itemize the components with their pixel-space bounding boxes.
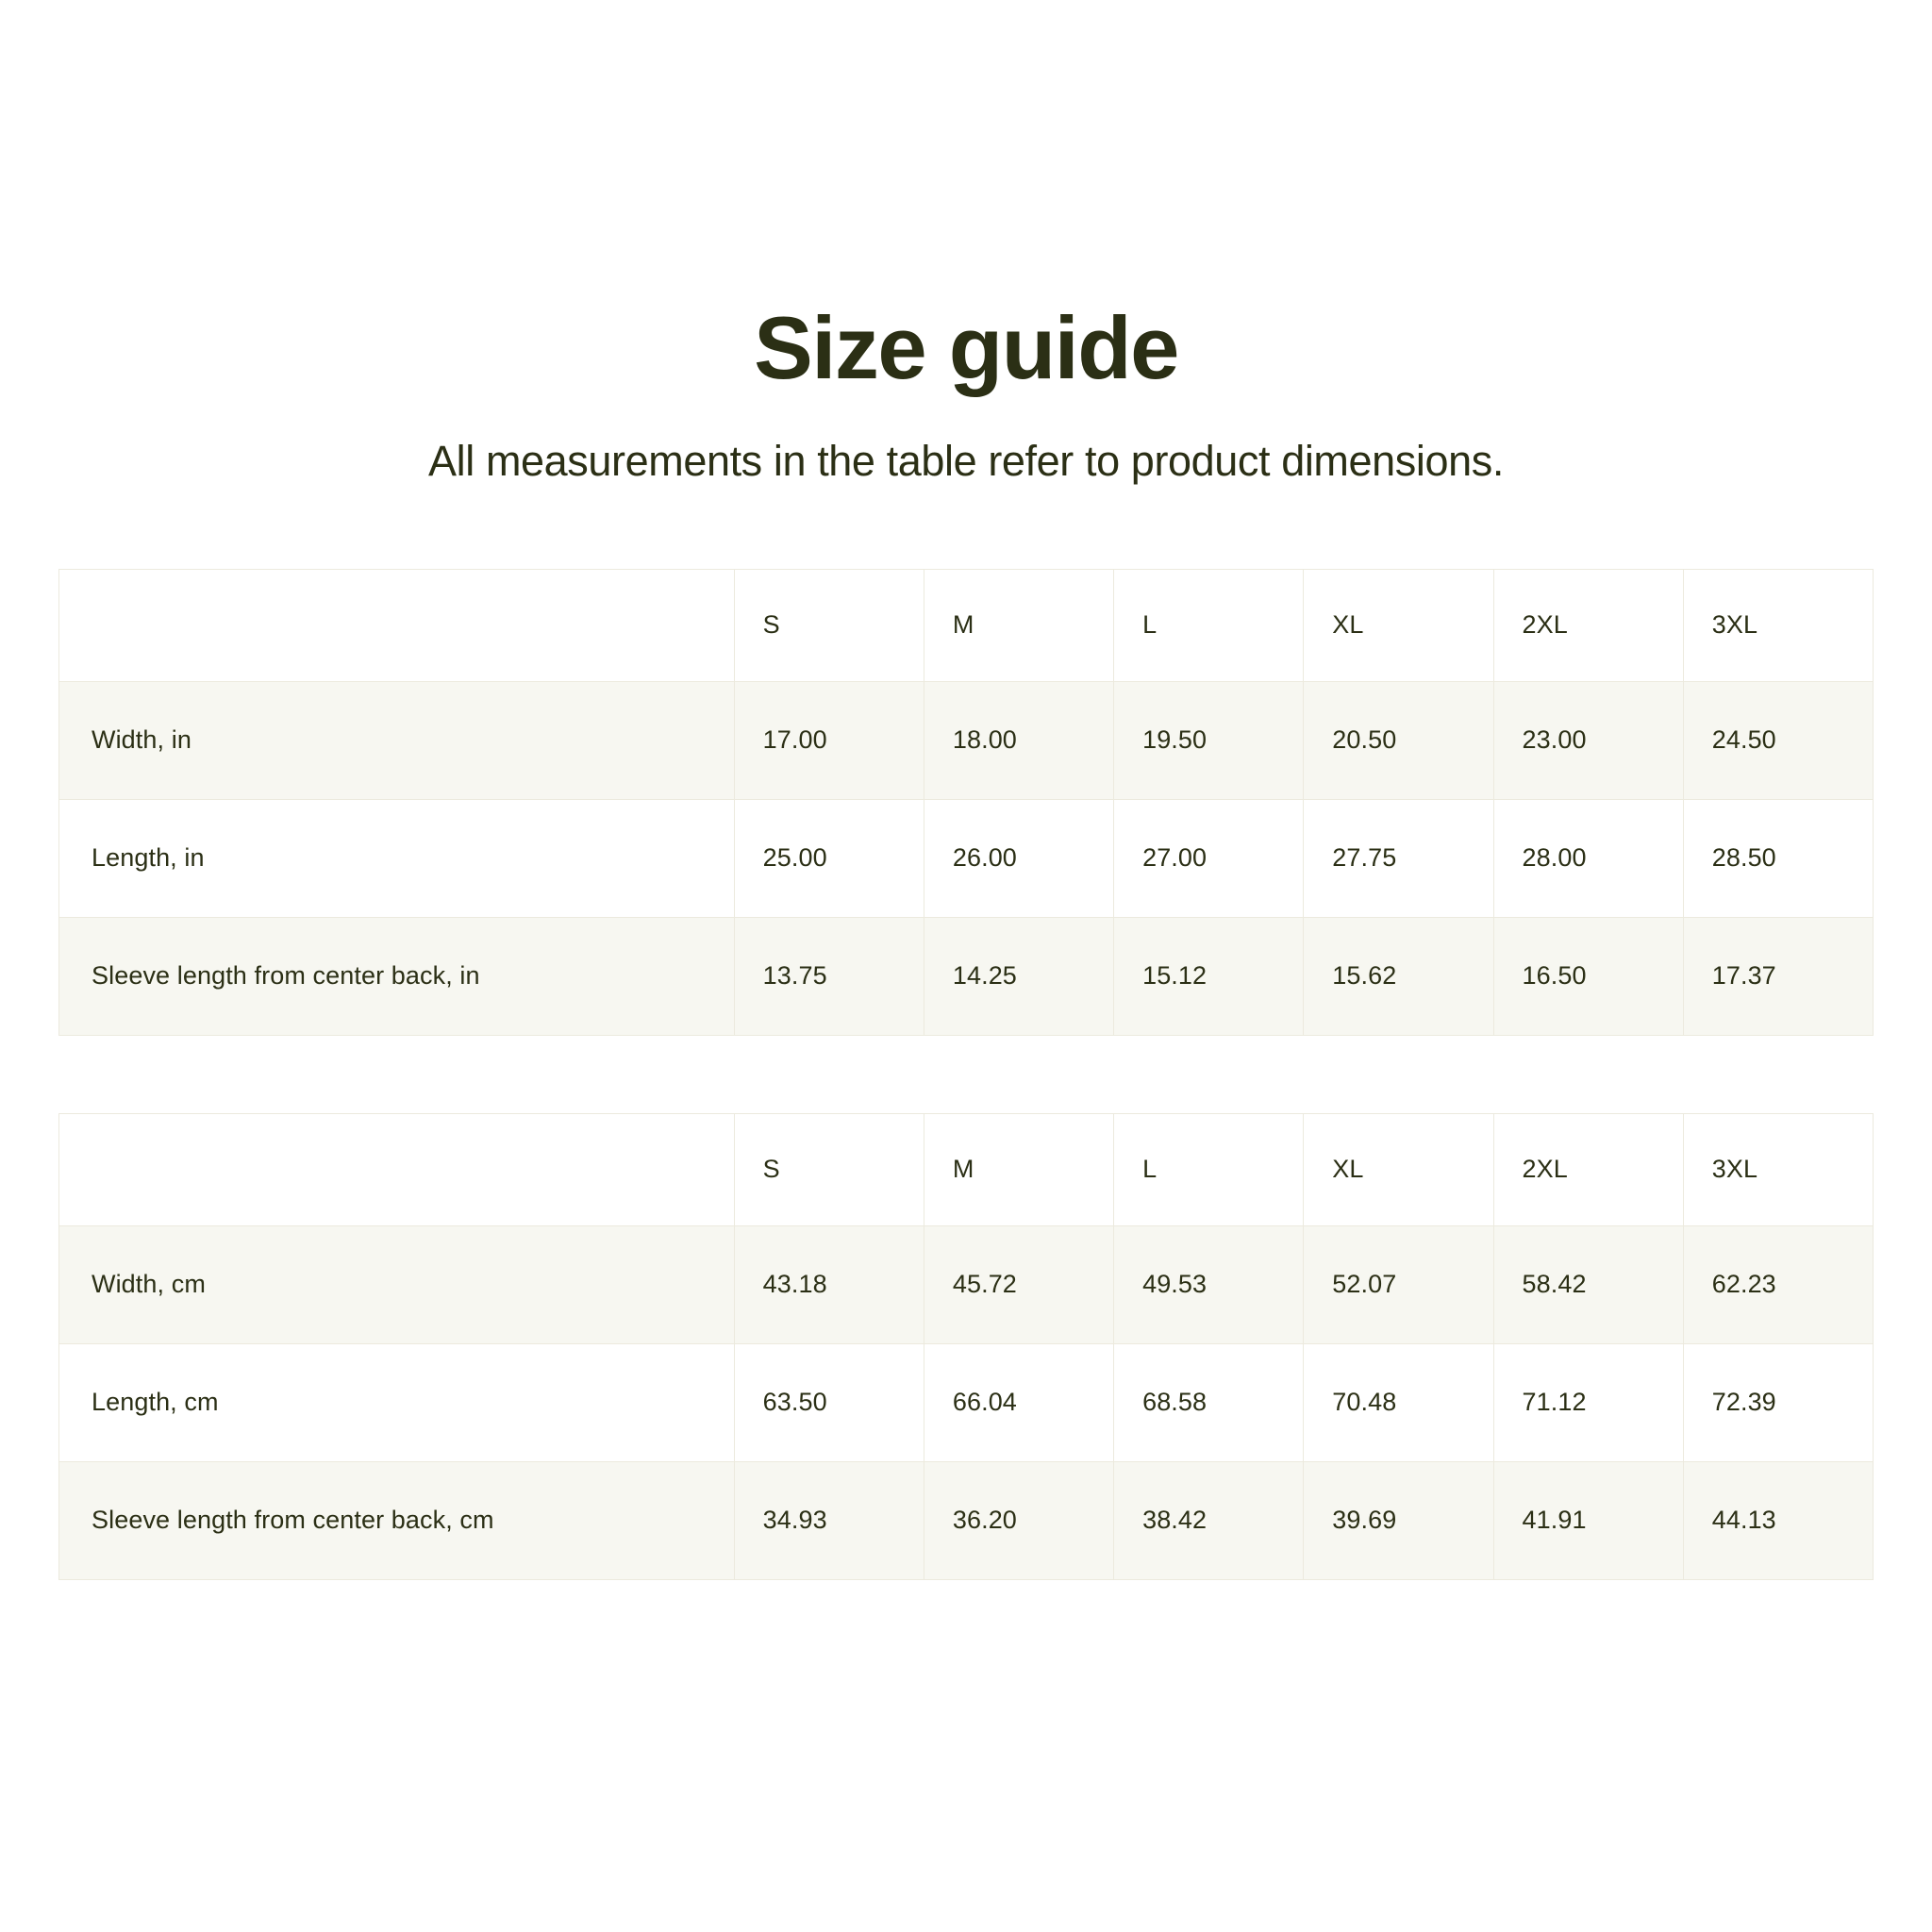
column-header-m: M xyxy=(924,569,1113,681)
cell-sleeve-cm-l: 38.42 xyxy=(1114,1461,1304,1579)
cell-width-cm-2xl: 58.42 xyxy=(1493,1225,1683,1343)
cell-width-in-2xl: 23.00 xyxy=(1493,681,1683,799)
row-label-width-in: Width, in xyxy=(59,681,735,799)
cell-sleeve-in-l: 15.12 xyxy=(1114,917,1304,1035)
column-header-l: L xyxy=(1114,569,1304,681)
cell-sleeve-cm-m: 36.20 xyxy=(924,1461,1113,1579)
column-header-m: M xyxy=(924,1113,1113,1225)
cell-width-cm-l: 49.53 xyxy=(1114,1225,1304,1343)
cell-length-in-xl: 27.75 xyxy=(1304,799,1493,917)
column-header-3xl: 3XL xyxy=(1683,1113,1873,1225)
cell-length-cm-m: 66.04 xyxy=(924,1343,1113,1461)
centimeters-table-body xyxy=(59,1225,1874,1579)
cell-width-cm-m: 45.72 xyxy=(924,1225,1113,1343)
cell-length-in-3xl: 28.50 xyxy=(1683,799,1873,917)
column-header-xl: XL xyxy=(1304,1113,1493,1225)
cell-sleeve-in-s: 13.75 xyxy=(734,917,924,1035)
column-header-s: S xyxy=(734,1113,924,1225)
page-subtitle: All measurements in the table refer to product dimensions. xyxy=(428,436,1504,485)
cell-sleeve-in-3xl: 17.37 xyxy=(1683,917,1873,1035)
row-label-width-cm: Width, cm xyxy=(59,1225,735,1343)
cell-sleeve-in-m: 14.25 xyxy=(924,917,1113,1035)
row-label-sleeve-cm: Sleeve length from center back, cm xyxy=(59,1461,735,1579)
cell-sleeve-cm-3xl: 44.13 xyxy=(1683,1461,1873,1579)
corner-cell xyxy=(59,1113,735,1225)
table-row xyxy=(59,1461,1874,1579)
cell-length-cm-l: 68.58 xyxy=(1114,1343,1304,1461)
table-header-row xyxy=(59,569,1874,681)
cell-width-cm-3xl: 62.23 xyxy=(1683,1225,1873,1343)
cell-sleeve-in-xl: 15.62 xyxy=(1304,917,1493,1035)
corner-cell xyxy=(59,569,735,681)
cell-sleeve-in-2xl: 16.50 xyxy=(1493,917,1683,1035)
centimeters-table-head xyxy=(59,1113,1874,1225)
row-label-sleeve-in: Sleeve length from center back, in xyxy=(59,917,735,1035)
cell-sleeve-cm-2xl: 41.91 xyxy=(1493,1461,1683,1579)
cell-width-in-s: 17.00 xyxy=(734,681,924,799)
inches-table-body xyxy=(59,681,1874,1035)
cell-length-in-l: 27.00 xyxy=(1114,799,1304,917)
cell-width-in-xl: 20.50 xyxy=(1304,681,1493,799)
cell-width-in-3xl: 24.50 xyxy=(1683,681,1873,799)
column-header-2xl: 2XL xyxy=(1493,569,1683,681)
cell-length-cm-2xl: 71.12 xyxy=(1493,1343,1683,1461)
cell-sleeve-cm-s: 34.93 xyxy=(734,1461,924,1579)
table-header-row xyxy=(59,1113,1874,1225)
table-row xyxy=(59,681,1874,799)
page-title: Size guide xyxy=(754,298,1178,397)
row-label-length-cm: Length, cm xyxy=(59,1343,735,1461)
cell-length-in-2xl: 28.00 xyxy=(1493,799,1683,917)
inches-table-wrapper xyxy=(58,569,1874,1036)
column-header-s: S xyxy=(734,569,924,681)
cell-width-in-m: 18.00 xyxy=(924,681,1113,799)
inches-table xyxy=(58,569,1874,1036)
cell-length-in-s: 25.00 xyxy=(734,799,924,917)
cell-width-cm-xl: 52.07 xyxy=(1304,1225,1493,1343)
cell-length-cm-3xl: 72.39 xyxy=(1683,1343,1873,1461)
table-row xyxy=(59,799,1874,917)
cell-length-in-m: 26.00 xyxy=(924,799,1113,917)
row-label-length-in: Length, in xyxy=(59,799,735,917)
column-header-3xl: 3XL xyxy=(1683,569,1873,681)
inches-table-head xyxy=(59,569,1874,681)
column-header-xl: XL xyxy=(1304,569,1493,681)
cell-width-in-l: 19.50 xyxy=(1114,681,1304,799)
centimeters-table xyxy=(58,1113,1874,1580)
table-row xyxy=(59,1343,1874,1461)
table-row xyxy=(59,917,1874,1035)
column-header-l: L xyxy=(1114,1113,1304,1225)
table-row xyxy=(59,1225,1874,1343)
column-header-2xl: 2XL xyxy=(1493,1113,1683,1225)
cell-length-cm-xl: 70.48 xyxy=(1304,1343,1493,1461)
centimeters-table-wrapper xyxy=(58,1113,1874,1580)
cell-sleeve-cm-xl: 39.69 xyxy=(1304,1461,1493,1579)
cell-width-cm-s: 43.18 xyxy=(734,1225,924,1343)
cell-length-cm-s: 63.50 xyxy=(734,1343,924,1461)
